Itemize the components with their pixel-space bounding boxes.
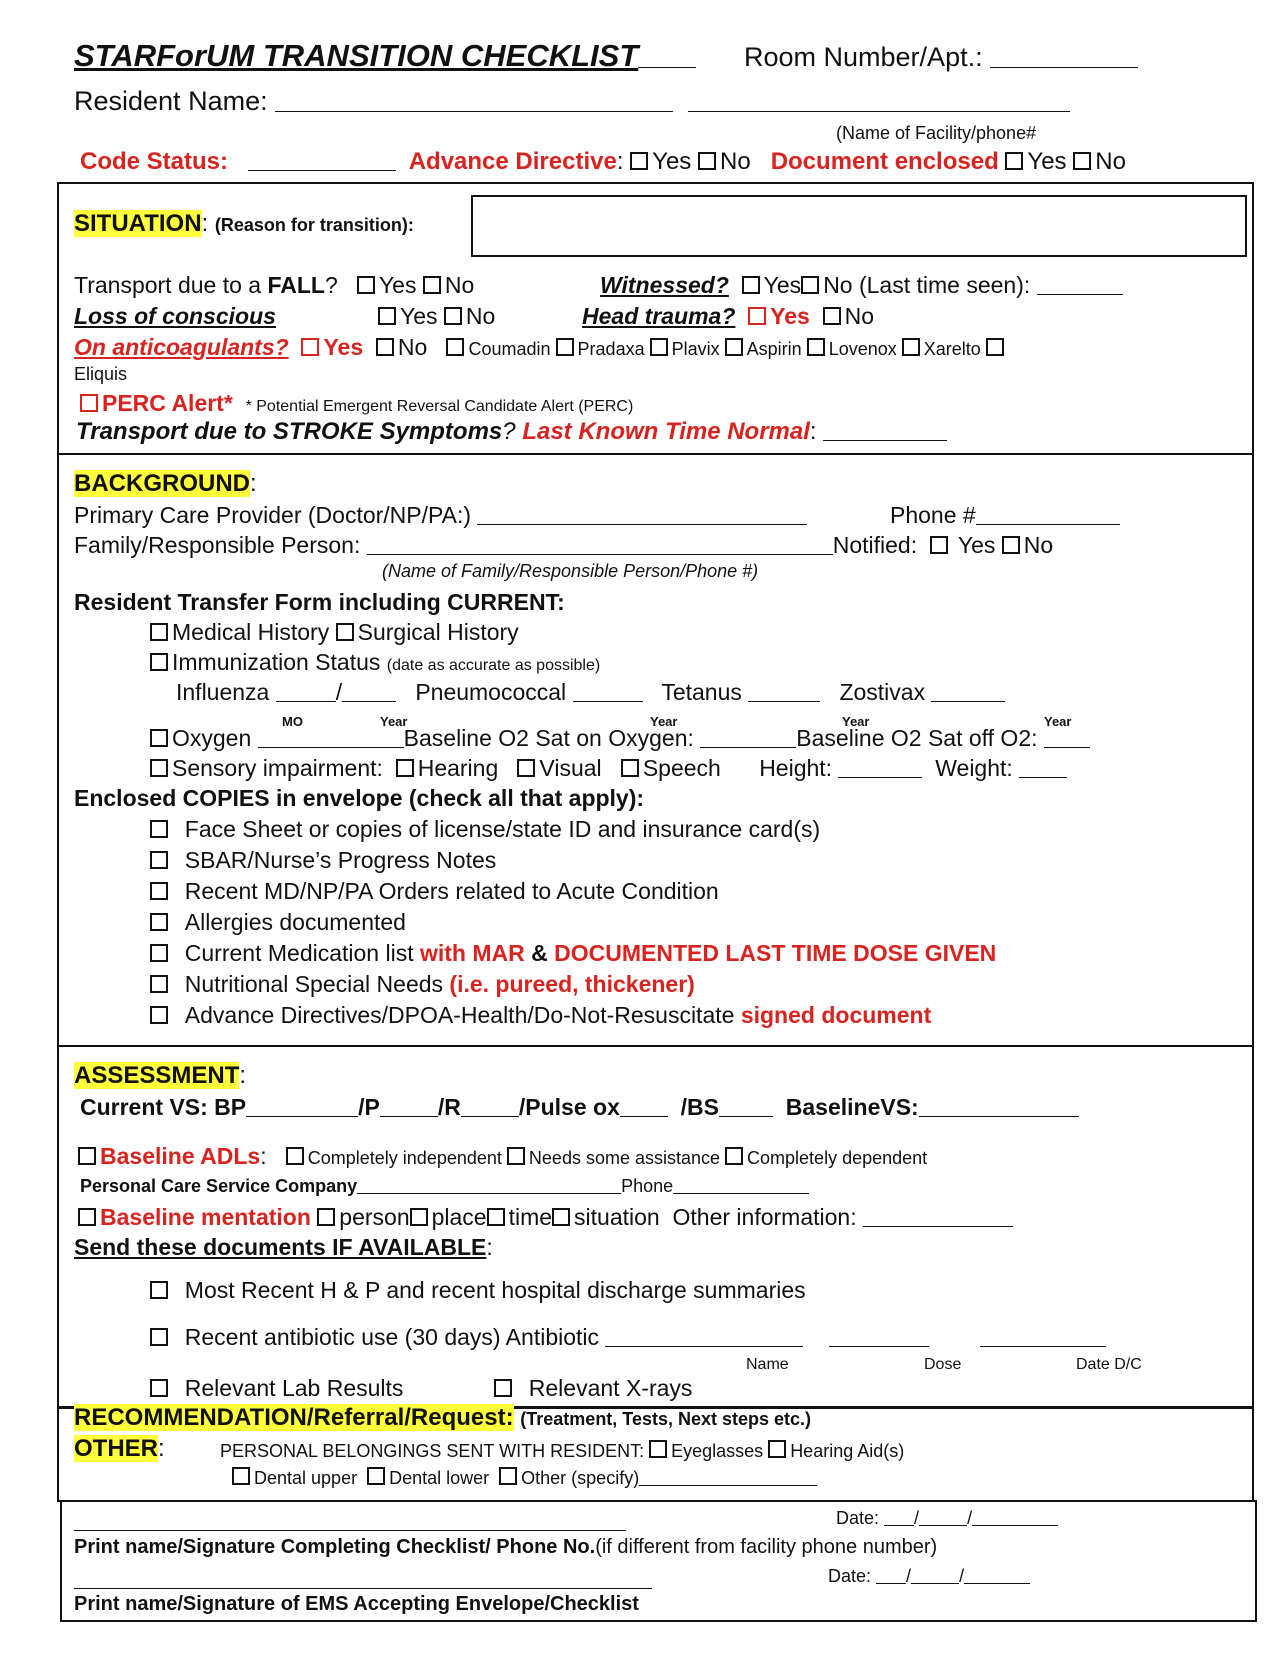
face-sheet-checkbox[interactable]	[150, 820, 168, 838]
hp-row: Most Recent H & P and recent hospital discharge summaries	[150, 1277, 806, 1304]
xrays-checkbox[interactable]	[494, 1379, 512, 1397]
height-field[interactable]	[838, 759, 922, 778]
hearing-aid-checkbox[interactable]	[768, 1440, 786, 1458]
person-checkbox[interactable]	[317, 1208, 335, 1226]
p-field[interactable]	[380, 1098, 438, 1117]
drug-list: Coumadin Pradaxa Plavix Aspirin Lovenox Xarelto	[446, 339, 1007, 359]
r-field[interactable]	[461, 1098, 519, 1117]
visual-checkbox[interactable]	[517, 759, 535, 777]
dose-caption: Dose	[924, 1356, 962, 1373]
perc-checkbox[interactable]	[80, 394, 98, 412]
vaccine-row: Influenza / Pneumococcal Tetanus Zostivax	[176, 679, 1005, 706]
loss-label: Loss of conscious	[74, 303, 276, 329]
eliquis-checkbox[interactable]	[986, 338, 1004, 356]
sensory-row: Sensory impairment: Hearing Visual Speech Height: Weight:	[150, 755, 1067, 782]
transfer-form-heading: Resident Transfer Form including CURRENT:	[74, 589, 565, 615]
surgical-history-checkbox[interactable]	[336, 623, 354, 641]
medication-list-checkbox[interactable]	[150, 944, 168, 962]
anticoag-no-checkbox[interactable]	[376, 338, 394, 356]
hearing-checkbox[interactable]	[396, 759, 414, 777]
head-yes-checkbox[interactable]	[748, 307, 766, 325]
witnessed-yes-checkbox[interactable]	[742, 276, 760, 294]
zostivax-field[interactable]	[931, 683, 1005, 702]
notified-yes-checkbox[interactable]	[930, 536, 948, 554]
copy-item: Recent MD/NP/PA Orders related to Acute Condition	[150, 878, 719, 905]
head-no-checkbox[interactable]	[823, 307, 841, 325]
dental-lower-checkbox[interactable]	[367, 1467, 385, 1485]
xrays-row: Relevant X-rays	[494, 1375, 692, 1402]
copy-item: Advance Directives/DPOA-Health/Do-Not-Resuscitate signed document	[150, 1002, 931, 1029]
resident-name-field[interactable]: Resident Name:	[74, 86, 1070, 117]
oxygen-row: Oxygen Baseline O2 Sat on Oxygen: Baseline O2 Sat off O2:	[150, 725, 1090, 752]
date-2-year[interactable]	[964, 1565, 1030, 1584]
stroke-row: Transport due to STROKE Symptoms? Last Known Time Normal:	[76, 418, 947, 446]
other-specify-checkbox[interactable]	[499, 1467, 517, 1485]
fall-no-checkbox[interactable]	[423, 276, 441, 294]
time-checkbox[interactable]	[487, 1208, 505, 1226]
tetanus-field[interactable]	[748, 683, 820, 702]
copy-item: Allergies documented	[150, 909, 406, 936]
year-caption: Year	[842, 714, 870, 729]
hp-checkbox[interactable]	[150, 1281, 168, 1299]
dental-upper-checkbox[interactable]	[232, 1467, 250, 1485]
oxygen-field[interactable]	[258, 729, 404, 748]
influenza-mo-field[interactable]	[276, 683, 336, 702]
immunization-row: Immunization Status (date as accurate as possible)	[150, 649, 600, 676]
influenza-year-field[interactable]	[342, 683, 396, 702]
copy-item: Current Medication list with MAR & DOCUMENTED LAST TIME DOSE GIVEN	[150, 940, 996, 967]
signature-1-row	[74, 1508, 626, 1535]
code-status-row: Code Status: Advance Directive: Yes No Document enclosed Yes No	[80, 148, 1126, 175]
coumadin-checkbox[interactable]	[446, 338, 464, 356]
speech-checkbox[interactable]	[621, 759, 639, 777]
phone-row: Phone #	[890, 502, 1120, 529]
sensory-checkbox[interactable]	[150, 759, 168, 777]
document-enclosed-yes-checkbox[interactable]	[1005, 152, 1023, 170]
signature-2-field[interactable]	[74, 1570, 652, 1589]
aspirin-checkbox[interactable]	[725, 338, 743, 356]
signature-1-field[interactable]	[74, 1512, 626, 1531]
adls-row: Baseline ADLs: Completely independent Needs some assistance Completely dependent	[78, 1143, 927, 1170]
copy-item: Nutritional Special Needs (i.e. pureed, thickener)	[150, 971, 695, 998]
date-dc-caption: Date D/C	[1076, 1356, 1142, 1373]
pcs-phone-field[interactable]	[673, 1175, 809, 1194]
fall-row: Transport due to a FALL? Yes No	[74, 272, 475, 298]
family-row: Family/Responsible Person: Notified: Yes No	[74, 532, 1054, 558]
family-hint: (Name of Family/Responsible Person/Phone #)	[382, 561, 759, 581]
antibiotic-name-field[interactable]	[605, 1328, 803, 1347]
loss-yes-checkbox[interactable]	[378, 307, 396, 325]
plavix-checkbox[interactable]	[650, 338, 668, 356]
pcp-field[interactable]	[477, 506, 807, 525]
advance-directive-yes-checkbox[interactable]	[630, 152, 648, 170]
assessment-heading: ASSESSMENT:	[74, 1062, 247, 1089]
last-seen-field[interactable]	[1037, 276, 1123, 295]
loss-no-checkbox[interactable]	[444, 307, 462, 325]
eliquis-label: Eliquis	[74, 364, 128, 384]
history-row: Medical History Surgical History	[150, 619, 519, 646]
family-field[interactable]	[367, 536, 833, 555]
date-2-month[interactable]	[876, 1565, 906, 1584]
o2-off-field[interactable]	[1044, 729, 1090, 748]
pcp-row: Primary Care Provider (Doctor/NP/PA:)	[74, 502, 807, 529]
bp-field[interactable]	[246, 1098, 358, 1117]
independent-checkbox[interactable]	[286, 1147, 304, 1165]
date-2-row: Date: / /	[828, 1565, 1030, 1587]
name-caption: Name	[746, 1356, 789, 1373]
medical-history-checkbox[interactable]	[150, 623, 168, 641]
copy-item: Face Sheet or copies of license/state ID and insurance card(s)	[150, 816, 820, 843]
pradaxa-checkbox[interactable]	[556, 338, 574, 356]
divider	[57, 1045, 1252, 1047]
signature-1-caption: Print name/Signature Completing Checklist/ Phone No.(if different from facility phone number)	[74, 1536, 938, 1558]
mentation-row: Baseline mentation person place time situation Other information:	[78, 1204, 1013, 1231]
send-heading: Send these documents IF AVAILABLE:	[74, 1234, 493, 1260]
loss-options: Yes No	[378, 303, 495, 330]
situation-heading: SITUATION: (Reason for transition):	[74, 210, 414, 237]
witnessed-row: Witnessed? Yes No (Last time seen):	[600, 272, 1123, 299]
advance-directive-no-checkbox[interactable]	[698, 152, 716, 170]
room-number-field[interactable]: Room Number/Apt.:	[744, 42, 1138, 73]
facility-hint: (Name of Facility/phone#	[836, 123, 1037, 143]
pcs-field[interactable]	[357, 1175, 621, 1194]
baseline-vs-field[interactable]	[919, 1098, 1079, 1117]
code-status-field[interactable]	[248, 152, 396, 171]
signature-2-caption: Print name/Signature of EMS Accepting Envelope/Checklist	[74, 1593, 639, 1615]
copy-item: SBAR/Nurse’s Progress Notes	[150, 847, 496, 874]
vitals-row: Current VS: BP /P /R /Pulse ox /BS BaselineVS:	[80, 1094, 1079, 1121]
antibiotic-date-field[interactable]	[980, 1328, 1106, 1347]
adls-checkbox[interactable]	[78, 1147, 96, 1165]
perc-row: PERC Alert* * Potential Emergent Reversal Candidate Alert (PERC)	[80, 390, 633, 417]
pcp-phone-field[interactable]	[976, 506, 1120, 525]
other-specify-field[interactable]	[639, 1467, 817, 1486]
other-info-field[interactable]	[863, 1208, 1013, 1227]
other-heading: OTHER:	[74, 1435, 165, 1462]
fall-yes-checkbox[interactable]	[357, 276, 375, 294]
mentation-checkbox[interactable]	[78, 1208, 96, 1226]
immunization-checkbox[interactable]	[150, 653, 168, 671]
date-1-month[interactable]	[884, 1507, 914, 1526]
year-caption: Year	[1044, 714, 1072, 729]
notified-no-checkbox[interactable]	[1002, 536, 1020, 554]
pcs-row: Personal Care Service Company Phone	[80, 1175, 809, 1197]
date-2-day[interactable]	[911, 1565, 959, 1584]
date-1-row: Date: / /	[836, 1507, 1058, 1529]
anticoag-row: On anticoagulants? Yes No Coumadin Pradaxa Plavix Aspirin Lovenox Xarelto	[74, 334, 1008, 361]
anticoag-yes-checkbox[interactable]	[301, 338, 319, 356]
page-title: STARForUM TRANSITION CHECKLIST	[74, 38, 696, 74]
mo-caption: MO	[282, 714, 303, 729]
lovenox-checkbox[interactable]	[807, 338, 825, 356]
situation-checkbox[interactable]	[552, 1208, 570, 1226]
background-heading: BACKGROUND:	[74, 470, 257, 497]
witnessed-no-checkbox[interactable]	[801, 276, 819, 294]
advance-directives-checkbox[interactable]	[150, 1006, 168, 1024]
pulse-ox-field[interactable]	[620, 1098, 668, 1117]
document-enclosed-no-checkbox[interactable]	[1073, 152, 1091, 170]
date-1-year[interactable]	[972, 1507, 1058, 1526]
belongings-row: PERSONAL BELONGINGS SENT WITH RESIDENT: Eyeglasses Hearing Aid(s)	[220, 1441, 905, 1461]
orders-checkbox[interactable]	[150, 882, 168, 900]
divider	[57, 453, 1252, 455]
year-caption: Year	[650, 714, 678, 729]
some-assistance-checkbox[interactable]	[507, 1147, 525, 1165]
weight-field[interactable]	[1019, 759, 1067, 778]
dental-row: Dental upper Dental lower Other (specify)	[232, 1467, 817, 1489]
signature-2-row	[74, 1566, 652, 1593]
dependent-checkbox[interactable]	[725, 1147, 743, 1165]
allergies-checkbox[interactable]	[150, 913, 168, 931]
eyeglasses-checkbox[interactable]	[649, 1440, 667, 1458]
xarelto-checkbox[interactable]	[902, 338, 920, 356]
head-trauma-row: Head trauma? Yes No	[582, 303, 874, 329]
recommendation-heading: RECOMMENDATION/Referral/Request: (Treatment, Tests, Next steps etc.)	[74, 1404, 812, 1431]
nutrition-checkbox[interactable]	[150, 975, 168, 993]
antibiotic-checkbox[interactable]	[150, 1328, 168, 1346]
oxygen-checkbox[interactable]	[150, 729, 168, 747]
labs-row: Relevant Lab Results	[150, 1375, 403, 1402]
bs-field[interactable]	[719, 1098, 773, 1117]
date-1-day[interactable]	[919, 1507, 967, 1526]
sbar-checkbox[interactable]	[150, 851, 168, 869]
o2-on-field[interactable]	[700, 729, 796, 748]
last-known-field[interactable]	[823, 422, 947, 441]
facility-name-field[interactable]	[688, 93, 1070, 112]
antibiotic-row: Recent antibiotic use (30 days) Antibiotic	[150, 1324, 1106, 1351]
year-caption: Year	[380, 714, 408, 729]
labs-checkbox[interactable]	[150, 1379, 168, 1397]
antibiotic-dose-field[interactable]	[829, 1328, 929, 1347]
reason-input[interactable]	[471, 195, 1247, 257]
copies-heading: Enclosed COPIES in envelope (check all that apply):	[74, 785, 645, 811]
pneumococcal-field[interactable]	[573, 683, 643, 702]
place-checkbox[interactable]	[410, 1208, 428, 1226]
